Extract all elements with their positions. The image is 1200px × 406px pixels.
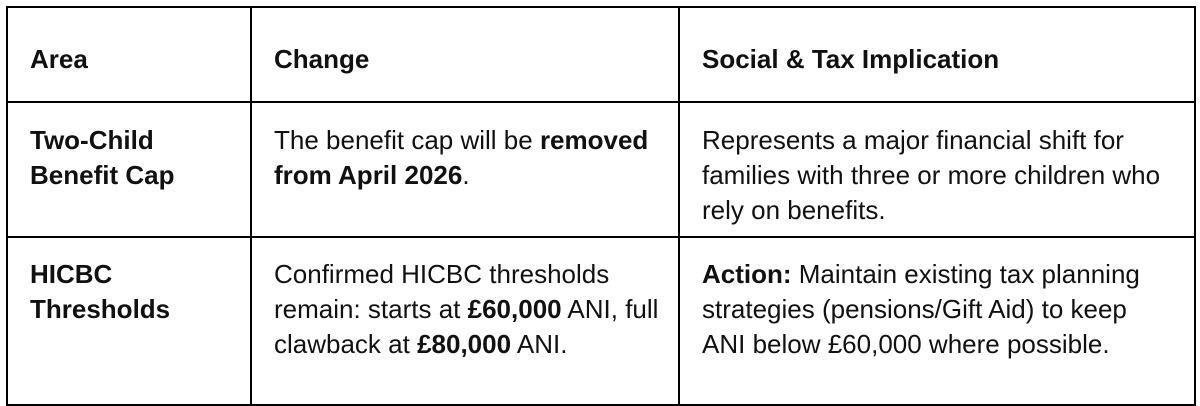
change-text-part: .	[462, 160, 470, 190]
area-label: Two-Child Benefit Cap	[30, 125, 175, 190]
implication-text	[680, 103, 1194, 228]
change-text	[252, 238, 678, 362]
area-label: HICBC Thresholds	[30, 259, 171, 324]
implication-text-part: Represents a major financial shift for families with three or more children who rely on benefits.	[702, 125, 1161, 225]
table-row	[7, 237, 1195, 405]
header-cell-area	[7, 7, 251, 102]
change-text-part: ANI.	[511, 329, 568, 359]
header-implication: Social & Tax Implication	[702, 44, 1000, 74]
change-text-part: ANI, full clawback at	[274, 294, 659, 359]
change-text-part: Confirmed HICBC thresholds remain: starts at	[274, 259, 610, 324]
header-cell-change	[251, 7, 679, 102]
implication-text	[680, 238, 1194, 362]
change-cell	[251, 237, 679, 405]
change-bold-text: £60,000	[467, 294, 562, 324]
implication-bold-text: Action:	[702, 259, 792, 289]
header-cell-implication	[679, 7, 1195, 102]
change-text-part: The benefit cap will be	[274, 125, 540, 155]
change-bold-text: £80,000	[417, 329, 512, 359]
implication-cell	[679, 237, 1195, 405]
implication-cell	[679, 102, 1195, 237]
header-change: Change	[274, 44, 370, 74]
change-bold-text: removed from April 2026	[274, 125, 649, 190]
change-text	[252, 103, 678, 193]
area-cell	[7, 102, 251, 237]
table-row	[7, 102, 1195, 237]
change-cell	[251, 102, 679, 237]
header-area: Area	[30, 44, 88, 74]
table-header-row	[7, 7, 1195, 102]
area-cell	[7, 237, 251, 405]
implication-text-part: Maintain existing tax planning strategies (pensions/Gift Aid) to keep ANI below £60,000 where possible.	[702, 259, 1140, 359]
policy-changes-table	[6, 6, 1196, 406]
